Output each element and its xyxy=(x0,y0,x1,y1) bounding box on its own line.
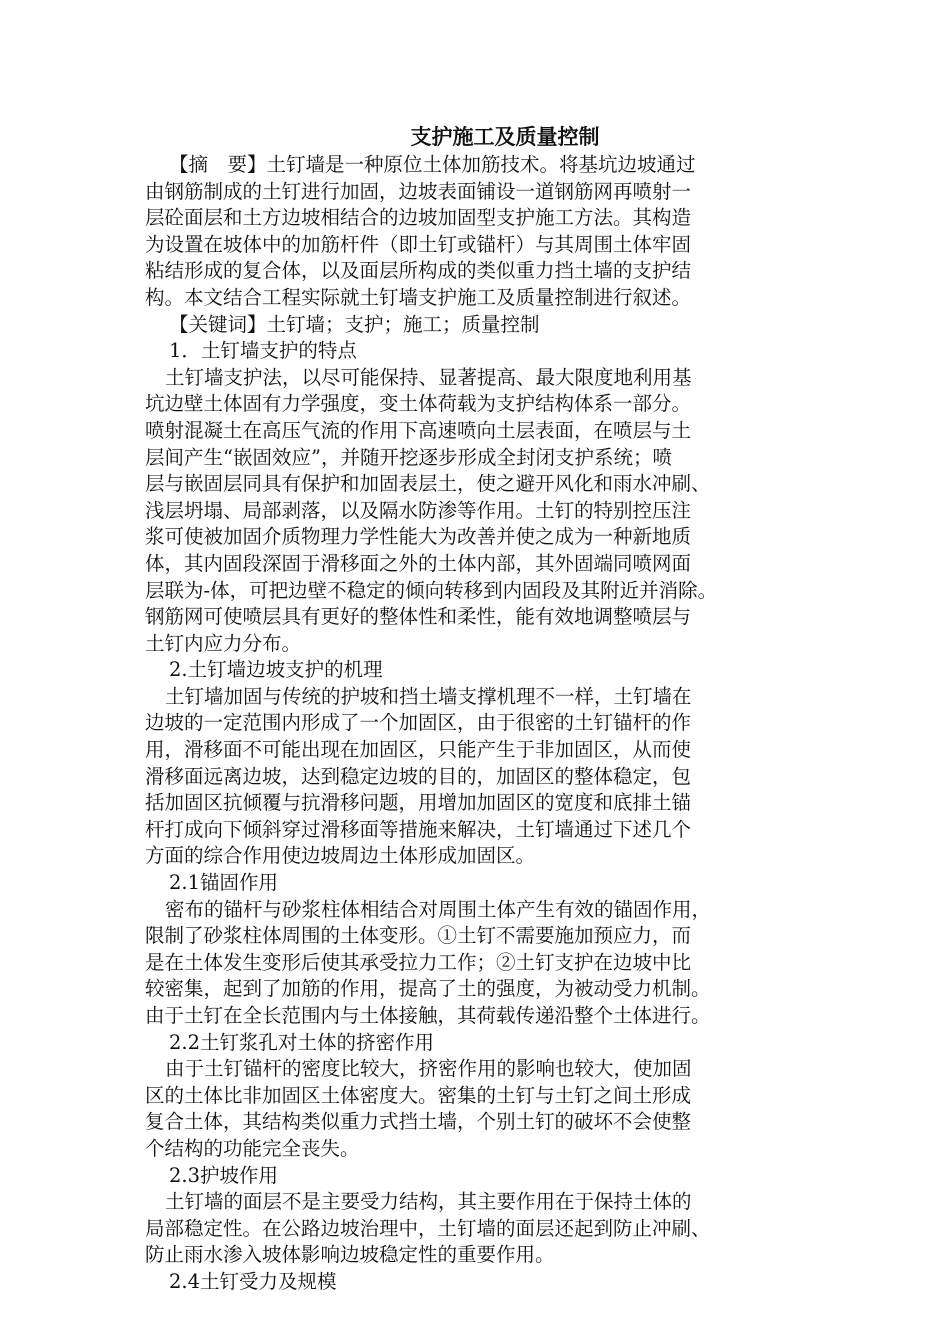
text-line: 为设置在坡体中的加筋杆件（即土钉或锚杆）与其周围土体牢固 xyxy=(145,232,692,256)
text-line: 层与嵌固层同具有保护和加固表层土，使之避开风化和雨水冲刷、 xyxy=(145,472,711,496)
text-line: 局部稳定性。在公路边坡治理中，土钉墙的面层还起到防止冲刷、 xyxy=(145,1216,711,1240)
text-line: 层砼面层和土方边坡相结合的边坡加固型支护施工方法。其构造 xyxy=(145,206,692,230)
text-line: 滑移面远离边坡，达到稳定边坡的目的，加固区的整体稳定，包 xyxy=(145,764,692,788)
text-line: 土钉墙支护法，以尽可能保持、显著提高、最大限度地利用基 xyxy=(165,365,692,389)
text-line: 由钢筋制成的土钉进行加固，边坡表面铺设一道钢筋网再喷射一 xyxy=(145,179,692,203)
text-line: 2.3护坡作用 xyxy=(169,1163,279,1187)
text-line: 层联为-体，可把边壁不稳定的倾向转移到内固段及其附近并消除。 xyxy=(145,578,718,602)
text-line: 土钉内应力分布。 xyxy=(145,631,302,655)
text-line: 构。本文结合工程实际就土钉墙支护施工及质量控制进行叙述。 xyxy=(145,285,692,309)
text-line: 限制了砂浆柱体周围的土体变形。①土钉不需要施加预应力，而 xyxy=(145,924,692,948)
text-line: 土钉墙的面层不是主要受力结构，其主要作用在于保持土体的 xyxy=(165,1190,692,1214)
text-line: 括加固区抗倾覆与抗滑移问题，用增加加固区的宽度和底排土锚 xyxy=(145,791,692,815)
text-line: 密布的锚杆与砂浆柱体相结合对周围土体产生有效的锚固作用， xyxy=(165,897,712,921)
text-line: 较密集，起到了加筋的作用，提高了土的强度，为被动受力机制。 xyxy=(145,977,711,1001)
text-line: 土钉墙加固与传统的护坡和挡土墙支撑机理不一样，土钉墙在 xyxy=(165,684,692,708)
text-line: 喷射混凝土在高压气流的作用下高速喷向土层表面，在喷层与土 xyxy=(145,418,692,442)
text-line: 由于土钉在全长范围内与土体接触，其荷载传递沿整个土体进行。 xyxy=(145,1004,711,1027)
text-line: 1．土钉墙支护的特点 xyxy=(169,339,357,363)
text-line: 由于土钉锚杆的密度比较大，挤密作用的影响也较大，使加固 xyxy=(165,1057,692,1081)
text-line: 2.2土钉浆孔对土体的挤密作用 xyxy=(169,1030,435,1054)
text-line: 杆打成向下倾斜穿过滑移面等措施来解决，土钉墙通过下述几个 xyxy=(145,817,692,841)
text-line: 层间产生“嵌固效应”，并随开挖逐步形成全封闭支护系统；喷 xyxy=(145,445,672,469)
text-line: 个结构的功能完全丧失。 xyxy=(145,1136,360,1160)
text-line: 【关键词】土钉墙；支护；施工；质量控制 xyxy=(169,312,540,336)
document-title: 支护施工及质量控制 xyxy=(410,124,600,149)
text-line: 2.4土钉受力及规模 xyxy=(169,1269,337,1293)
text-line: 防止雨水渗入坡体影响边坡稳定性的重要作用。 xyxy=(145,1243,555,1267)
text-line: 边坡的一定范围内形成了一个加固区，由于很密的土钉锚杆的作 xyxy=(145,711,692,735)
text-line: 方面的综合作用使边坡周边土体形成加固区。 xyxy=(145,844,536,868)
text-line: 浆可使被加固介质物理力学性能大为改善并使之成为一种新地质 xyxy=(145,525,692,549)
text-line: 钢筋网可使喷层具有更好的整体性和柔性，能有效地调整喷层与 xyxy=(145,605,692,629)
text-line: 【摘 要】土钉墙是一种原位土体加筋技术。将基坑边坡通过 xyxy=(169,153,696,176)
text-line: 2.土钉墙边坡支护的机理 xyxy=(169,658,383,682)
text-line: 体，其内固段深固于滑移面之外的土体内部，其外固端同喷网面 xyxy=(145,551,692,575)
document-body xyxy=(145,152,805,1296)
text-line: 复合土体，其结构类似重力式挡土墙，个别土钉的破坏不会使整 xyxy=(145,1110,692,1134)
text-line: 2.1锚固作用 xyxy=(169,871,279,895)
text-line: 区的土体比非加固区土体密度大。密集的土钉与土钉之间土形成 xyxy=(145,1083,692,1107)
text-line: 粘结形成的复合体，以及面层所构成的类似重力挡土墙的支护结 xyxy=(145,259,692,283)
text-line: 坑边壁土体固有力学强度，变土体荷载为支护结构体系一部分。 xyxy=(145,392,692,416)
text-line: 浅层坍塌、局部剥落，以及隔水防渗等作用。土钉的特别控压注 xyxy=(145,498,692,522)
text-line: 是在土体发生变形后使其承受拉力工作；②土钉支护在边坡中比 xyxy=(145,950,692,974)
text-line: 用，滑移面不可能出现在加固区，只能产生于非加固区，从而使 xyxy=(145,738,692,762)
